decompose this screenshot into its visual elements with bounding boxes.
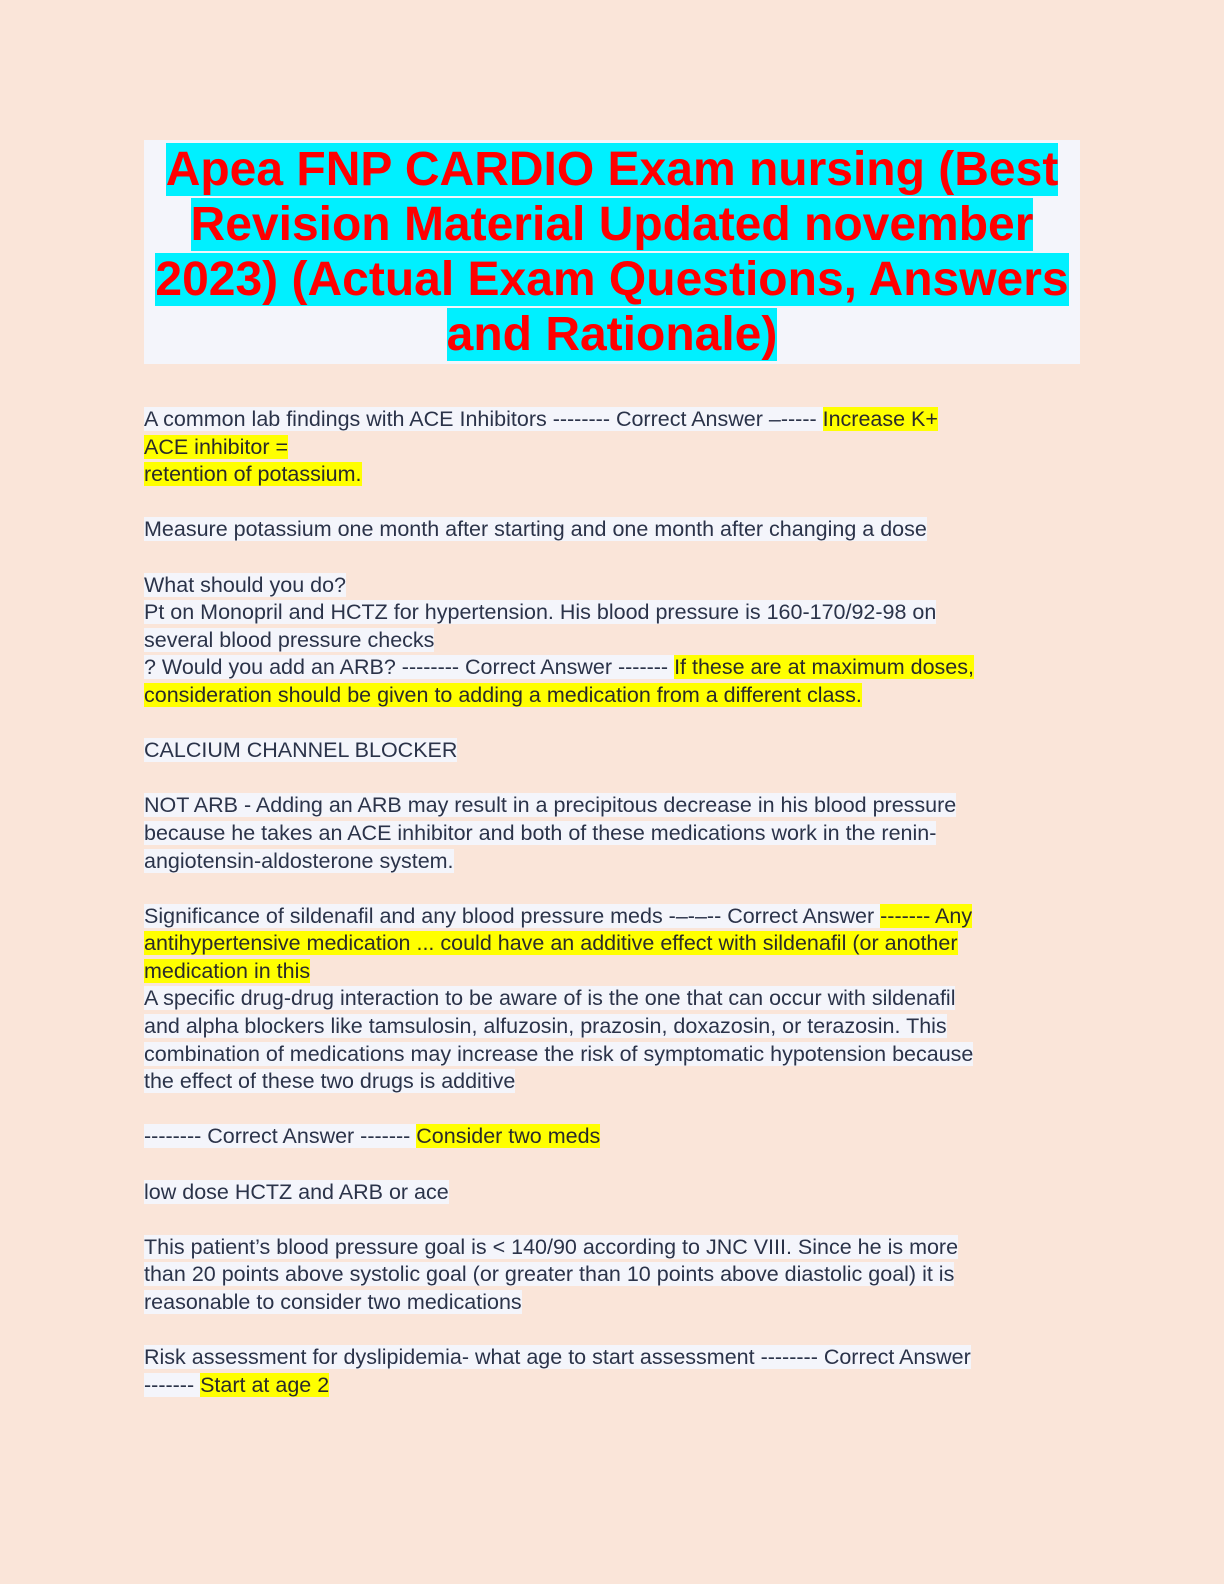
answer-highlight: ACE inhibitor = [144, 434, 289, 459]
rationale-line: the effect of these two drugs is additive [144, 1069, 516, 1094]
rationale-line: because he takes an ACE inhibitor and both of these medications work in the renin- [144, 820, 937, 845]
question-text: ------- [144, 1372, 201, 1397]
rationale-line: low dose HCTZ and ARB or ace [144, 1179, 449, 1204]
question-text: A common lab findings with ACE Inhibitors -------- Correct Answer –----- [144, 407, 823, 431]
answer-highlight: ------- Any [880, 903, 973, 928]
question-text: -------- Correct Answer ------- [144, 1124, 417, 1149]
rationale-text [144, 1179, 1080, 1207]
title-line-1: Apea FNP CARDIO Exam nursing (Best [165, 143, 1059, 196]
question-two-meds [144, 1123, 1080, 1151]
document-title-block [144, 140, 1080, 364]
title-line-3: 2023) (Actual Exam Questions, Answers [155, 253, 1069, 306]
answer-highlight: If these are at maximum doses, [674, 655, 974, 680]
question-sildenafil [144, 903, 1080, 1096]
answer-highlight: retention of potassium. [144, 462, 362, 487]
title-line-2: Revision Material Updated november [190, 198, 1034, 251]
question-dyslipidemia [144, 1344, 1080, 1399]
question-text: Pt on Monopril and HCTZ for hypertension. His blood pressure is 160-170/92-98 on [144, 600, 937, 625]
title-line-4: and Rationale) [446, 308, 778, 361]
question-monopril-hctz [144, 572, 1080, 710]
rationale-line: CALCIUM CHANNEL BLOCKER [144, 738, 458, 763]
rationale-text [144, 737, 1080, 765]
answer-highlight: Increase K+ [822, 407, 938, 431]
question-text: What should you do? [144, 572, 346, 597]
answer-highlight: antihypertensive medication ... could have an additive effect with sildenafil (or another [144, 931, 958, 956]
rationale-text [144, 516, 1080, 544]
document-title [144, 142, 1080, 362]
rationale-line: This patient’s blood pressure goal is < 140/90 according to JNC VIII. Since he is more [144, 1234, 959, 1259]
rationale-line: reasonable to consider two medications [144, 1290, 522, 1314]
question-text: ? Would you add an ARB? -------- Correct Answer ------- [144, 655, 675, 680]
rationale-text [144, 1234, 1080, 1317]
rationale-line: than 20 points above systolic goal (or greater than 10 points above diastolic goal) it is [144, 1262, 955, 1287]
rationale-line: Measure potassium one month after starting and one month after changing a dose [144, 517, 927, 542]
rationale-line: A specific drug-drug interaction to be aware of is the one that can occur with sildenafil [144, 986, 956, 1011]
question-ace-lab [144, 406, 1080, 489]
document-body [144, 406, 1080, 1399]
document-page [144, 140, 1080, 1399]
answer-highlight: consideration should be given to adding a medication from a different class. [144, 682, 862, 707]
question-text: Risk assessment for dyslipidemia- what age to start assessment -------- Correct Answer [144, 1345, 971, 1370]
answer-highlight: Consider two meds [416, 1124, 601, 1149]
rationale-text [144, 792, 1080, 875]
answer-highlight: medication in this [144, 958, 311, 983]
answer-highlight: Start at age 2 [200, 1372, 330, 1397]
rationale-line: angiotensin-aldosterone system. [144, 848, 454, 873]
question-text: Significance of sildenafil and any blood pressure meds -–-–-- Correct Answer [144, 903, 881, 928]
rationale-line: NOT ARB - Adding an ARB may result in a precipitous decrease in his blood pressure [144, 793, 957, 818]
rationale-line: combination of medications may increase the risk of symptomatic hypotension because [144, 1041, 974, 1066]
question-text: several blood pressure checks [144, 627, 435, 652]
rationale-line: and alpha blockers like tamsulosin, alfuzosin, prazosin, doxazosin, or terazosin. This [144, 1014, 947, 1039]
